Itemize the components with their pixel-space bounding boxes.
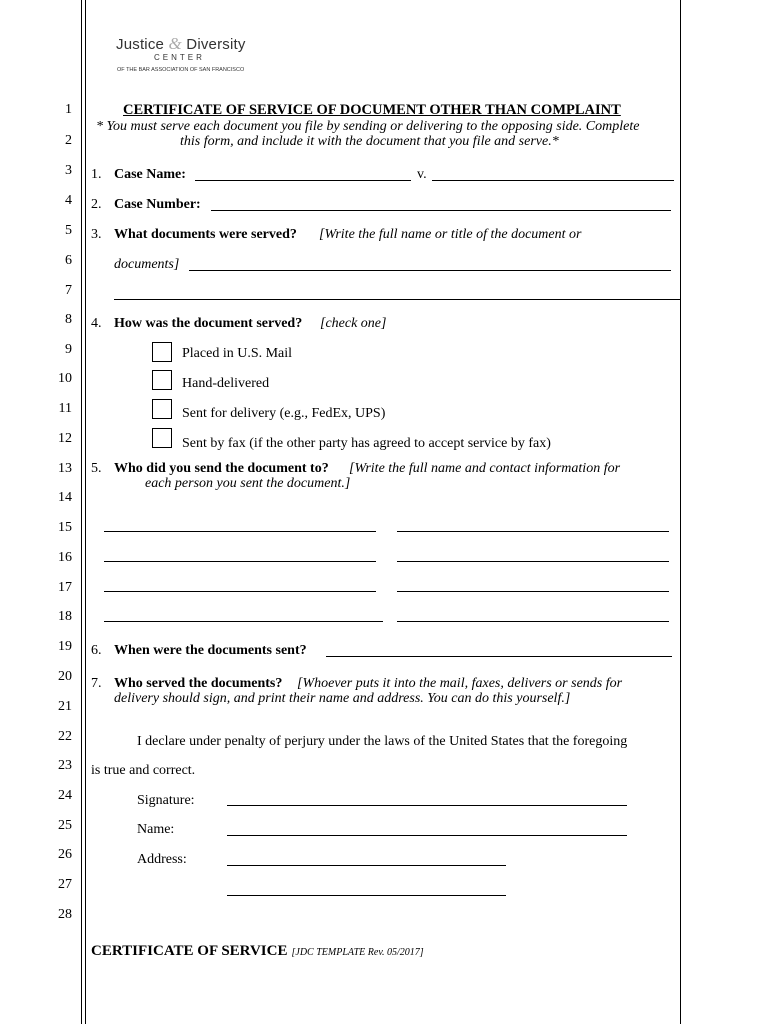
line-number: 15 xyxy=(58,520,72,535)
documents-served-field-line-2[interactable] xyxy=(114,299,680,300)
sent-to-label: Who did you send the document to? xyxy=(114,461,329,476)
how-served-hint: [check one] xyxy=(320,316,387,331)
documents-served-hint-cont: documents] xyxy=(114,257,180,272)
line-number: 9 xyxy=(65,342,72,357)
when-sent-label: When were the documents sent? xyxy=(114,643,307,658)
line-number: 21 xyxy=(58,699,72,714)
recipient-field[interactable] xyxy=(397,591,669,592)
line-number: 4 xyxy=(65,193,72,208)
left-margin-rule-inner xyxy=(85,0,86,1024)
logo-title xyxy=(116,34,246,54)
left-margin-rule-outer xyxy=(81,0,82,1024)
item-number: 1. xyxy=(91,167,102,182)
line-number: 11 xyxy=(58,401,72,416)
line-number: 7 xyxy=(65,283,72,298)
recipient-field[interactable] xyxy=(104,591,376,592)
logo-justice: Justice xyxy=(116,36,165,53)
line-number: 28 xyxy=(58,907,72,922)
case-number-label: Case Number: xyxy=(114,197,201,212)
address-field-line-2[interactable] xyxy=(227,895,506,896)
line-number: 5 xyxy=(65,223,72,238)
item-number: 7. xyxy=(91,676,102,691)
line-number: 14 xyxy=(58,490,72,505)
recipient-field[interactable] xyxy=(104,561,376,562)
line-number: 10 xyxy=(58,371,72,386)
recipient-field[interactable] xyxy=(104,621,383,622)
item-number: 3. xyxy=(91,227,102,242)
instruction-line-2: this form, and include it with the document that you file and serve.* xyxy=(180,134,559,149)
documents-served-hint: [Write the full name or title of the document or xyxy=(319,227,582,242)
logo-diversity: Diversity xyxy=(186,36,246,53)
name-label: Name: xyxy=(137,822,175,837)
fax-checkbox[interactable] xyxy=(152,428,172,448)
logo-tagline: OF THE BAR ASSOCIATION OF SAN FRANCISCO xyxy=(117,67,245,73)
mail-checkbox[interactable] xyxy=(152,342,172,362)
line-number: 1 xyxy=(65,102,72,117)
line-number: 13 xyxy=(58,461,72,476)
line-number: 6 xyxy=(65,253,72,268)
logo-center: CENTER xyxy=(154,53,205,62)
line-number: 16 xyxy=(58,550,72,565)
delivery-service-option-label: Sent for delivery (e.g., FedEx, UPS) xyxy=(182,406,386,421)
case-name-label: Case Name: xyxy=(114,167,186,182)
line-number: 26 xyxy=(58,847,72,862)
item-number: 5. xyxy=(91,461,102,476)
line-number: 27 xyxy=(58,877,72,892)
line-number: 2 xyxy=(65,133,72,148)
who-served-label: Who served the documents? xyxy=(114,676,283,691)
line-number: 12 xyxy=(58,431,72,446)
who-served-hint-cont: delivery should sign, and print their name and address. You can do this yourself.] xyxy=(114,691,571,706)
documents-served-label: What documents were served? xyxy=(114,227,297,242)
sent-to-hint: [Write the full name and contact information for xyxy=(349,461,621,476)
line-number: 22 xyxy=(58,729,72,744)
line-number: 8 xyxy=(65,312,72,327)
item-number: 6. xyxy=(91,643,102,658)
case-name-field[interactable] xyxy=(195,180,411,181)
logo-ampersand: & xyxy=(168,34,182,53)
recipient-field[interactable] xyxy=(397,621,669,622)
signature-field[interactable] xyxy=(227,805,627,806)
address-label: Address: xyxy=(137,852,187,867)
hand-delivered-option-label: Hand-delivered xyxy=(182,376,270,391)
line-number: 25 xyxy=(58,818,72,833)
footer-title: CERTIFICATE OF SERVICE xyxy=(91,943,288,959)
opposing-party-field[interactable] xyxy=(432,180,674,181)
address-field[interactable] xyxy=(227,865,506,866)
declaration-line-1: I declare under penalty of perjury under the laws of the United States that the foregoing xyxy=(137,734,628,749)
line-number: 17 xyxy=(58,580,72,595)
who-served-hint: [Whoever puts it into the mail, faxes, delivers or sends for xyxy=(297,676,623,691)
declaration-line-2: is true and correct. xyxy=(91,763,196,778)
line-number: 18 xyxy=(58,609,72,624)
name-field[interactable] xyxy=(227,835,627,836)
case-number-field[interactable] xyxy=(211,210,671,211)
page-title: CERTIFICATE OF SERVICE OF DOCUMENT OTHER THAN COMPLAINT xyxy=(123,102,621,118)
hand-delivered-checkbox[interactable] xyxy=(152,370,172,390)
line-number: 23 xyxy=(58,758,72,773)
recipient-field[interactable] xyxy=(397,531,669,532)
item-number: 4. xyxy=(91,316,102,331)
line-number: 19 xyxy=(58,639,72,654)
instruction-line-1: * You must serve each document you file by sending or delivering to the opposing side. Complete xyxy=(96,119,640,134)
mail-option-label: Placed in U.S. Mail xyxy=(182,346,293,361)
date-sent-field[interactable] xyxy=(326,656,672,657)
versus-label: v. xyxy=(417,167,427,182)
line-number: 20 xyxy=(58,669,72,684)
fax-option-label: Sent by fax (if the other party has agreed to accept service by fax) xyxy=(182,436,551,451)
delivery-service-checkbox[interactable] xyxy=(152,399,172,419)
documents-served-field[interactable] xyxy=(189,270,671,271)
recipient-field[interactable] xyxy=(397,561,669,562)
footer-template: [JDC TEMPLATE Rev. 05/2017] xyxy=(291,947,424,958)
line-number: 3 xyxy=(65,163,72,178)
how-served-label: How was the document served? xyxy=(114,316,303,331)
item-number: 2. xyxy=(91,197,102,212)
sent-to-hint-cont: each person you sent the document.] xyxy=(145,476,351,491)
signature-label: Signature: xyxy=(137,793,195,808)
recipient-field[interactable] xyxy=(104,531,376,532)
line-number: 24 xyxy=(58,788,72,803)
footer xyxy=(91,942,424,960)
right-margin-rule xyxy=(680,0,681,1024)
